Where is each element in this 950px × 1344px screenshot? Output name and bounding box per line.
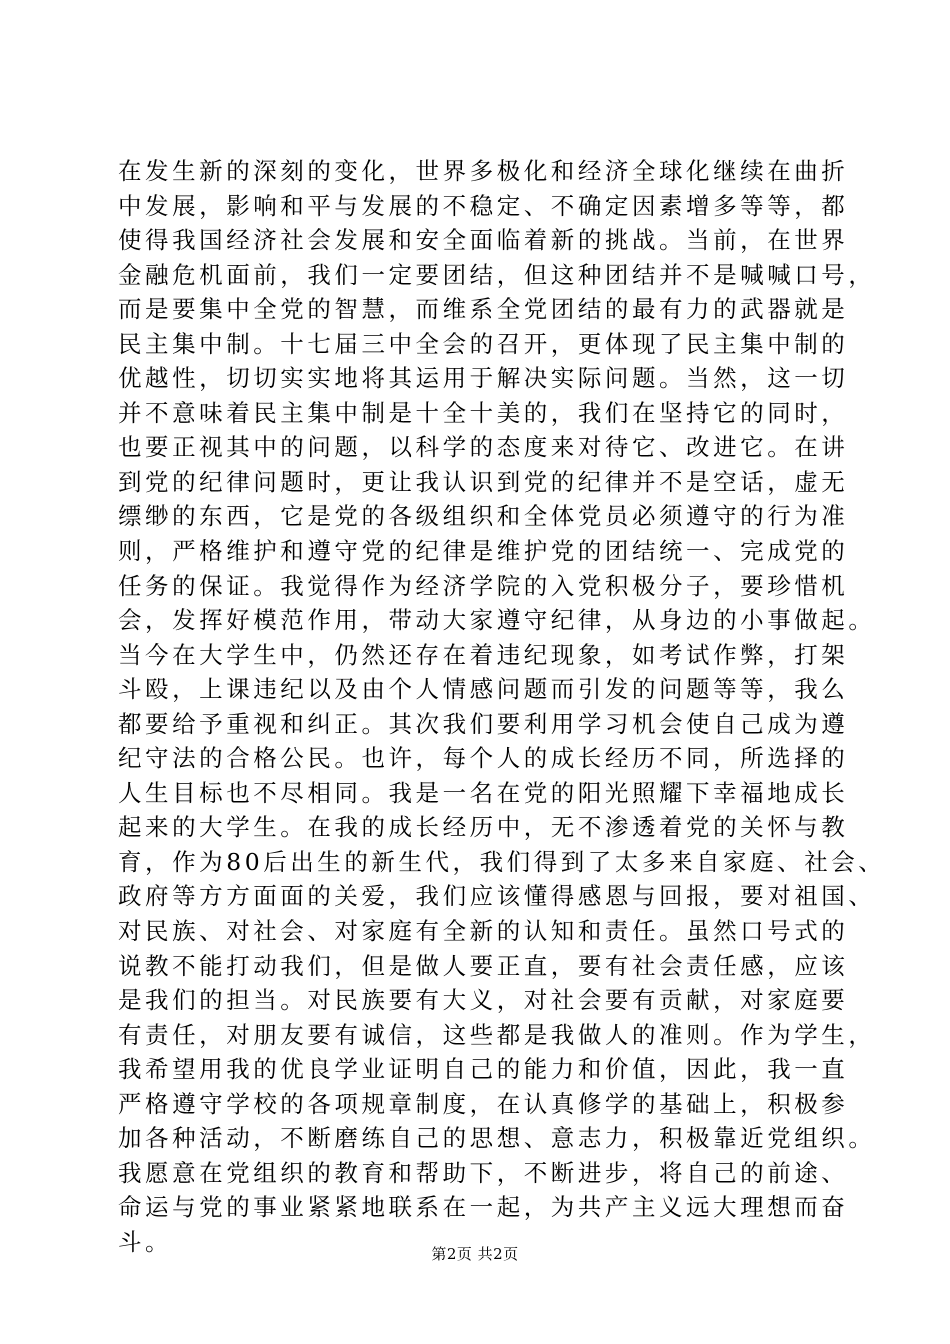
text-line: 纪守法的合格公民。也许，每个人的成长经历不同，所选择的: [118, 744, 849, 773]
body-paragraph: [118, 154, 886, 1260]
text-line: 人生目标也不尽相同。我是一名在党的阳光照耀下幸福地成长: [118, 778, 849, 807]
text-line: 优越性，切切实实地将其运用于解决实际问题。当然，这一切: [118, 364, 849, 393]
text-line: 对民族、对社会、对家庭有全新的认知和责任。虽然口号式的: [118, 917, 849, 946]
text-line: 当今在大学生中，仍然还存在着违纪现象，如考试作弊，打架: [118, 640, 849, 669]
text-line: 加各种活动，不断磨练自己的思想、意志力，积极靠近党组织。: [118, 1124, 876, 1153]
text-line: 任务的保证。我觉得作为经济学院的入党积极分子，要珍惜机: [118, 571, 849, 600]
text-line: 育，作为80后出生的新生代，我们得到了太多来自家庭、社会、: [118, 847, 886, 876]
text-line: 会，发挥好模范作用，带动大家遵守纪律，从身边的小事做起。: [118, 606, 876, 635]
text-line: 在发生新的深刻的变化，世界多极化和经济全球化继续在曲折: [118, 157, 849, 185]
text-line: 起来的大学生。在我的成长经历中，无不渗透着党的关怀与教: [118, 813, 849, 842]
text-line: 则，严格维护和遵守党的纪律是维护党的团结统一、完成党的: [118, 537, 849, 566]
text-line: 也要正视其中的问题，以科学的态度来对待它、改进它。在讲: [118, 433, 849, 462]
text-line: 我希望用我的优良学业证明自己的能力和价值，因此，我一直: [118, 1055, 849, 1084]
text-line: 而是要集中全党的智慧，而维系全党团结的最有力的武器就是: [118, 295, 849, 324]
text-line: 说教不能打动我们，但是做人要正直，要有社会责任感，应该: [118, 951, 849, 980]
text-line: 缥缈的东西，它是党的各级组织和全体党员必须遵守的行为准: [118, 502, 849, 531]
text-line: 到党的纪律问题时，更让我认识到党的纪律并不是空话，虚无: [118, 467, 849, 496]
text-line: 民主集中制。十七届三中全会的召开，更体现了民主集中制的: [118, 329, 849, 358]
text-line: 有责任，对朋友要有诚信，这些都是我做人的准则。作为学生，: [118, 1020, 876, 1049]
text-line: 是我们的担当。对民族要有大义，对社会要有贡献，对家庭要: [118, 986, 849, 1015]
text-line: 并不意味着民主集中制是十全十美的，我们在坚持它的同时，: [118, 398, 849, 427]
text-line: 金融危机面前，我们一定要团结，但这种团结并不是喊喊口号，: [118, 260, 876, 289]
text-line: 政府等方方面面的关爱，我们应该懂得感恩与回报，要对祖国、: [118, 882, 876, 911]
text-line: 使得我国经济社会发展和安全面临着新的挑战。当前，在世界: [118, 226, 849, 255]
page-number-footer: 第2页 共2页: [431, 1245, 519, 1263]
text-line: 斗。: [118, 1227, 173, 1256]
text-line: 命运与党的事业紧紧地联系在一起，为共产主义远大理想而奋: [118, 1193, 849, 1222]
text-line: 斗殴，上课违纪以及由个人情感问题而引发的问题等等，我么: [118, 675, 849, 704]
text-line: 严格遵守学校的各项规章制度，在认真修学的基础上，积极参: [118, 1089, 849, 1118]
text-line: 我愿意在党组织的教育和帮助下，不断进步，将自己的前途、: [118, 1158, 849, 1187]
text-line: 都要给予重视和纠正。其次我们要利用学习机会使自己成为遵: [118, 709, 849, 738]
text-line: 中发展，影响和平与发展的不稳定、不确定因素增多等等，都: [118, 191, 849, 220]
